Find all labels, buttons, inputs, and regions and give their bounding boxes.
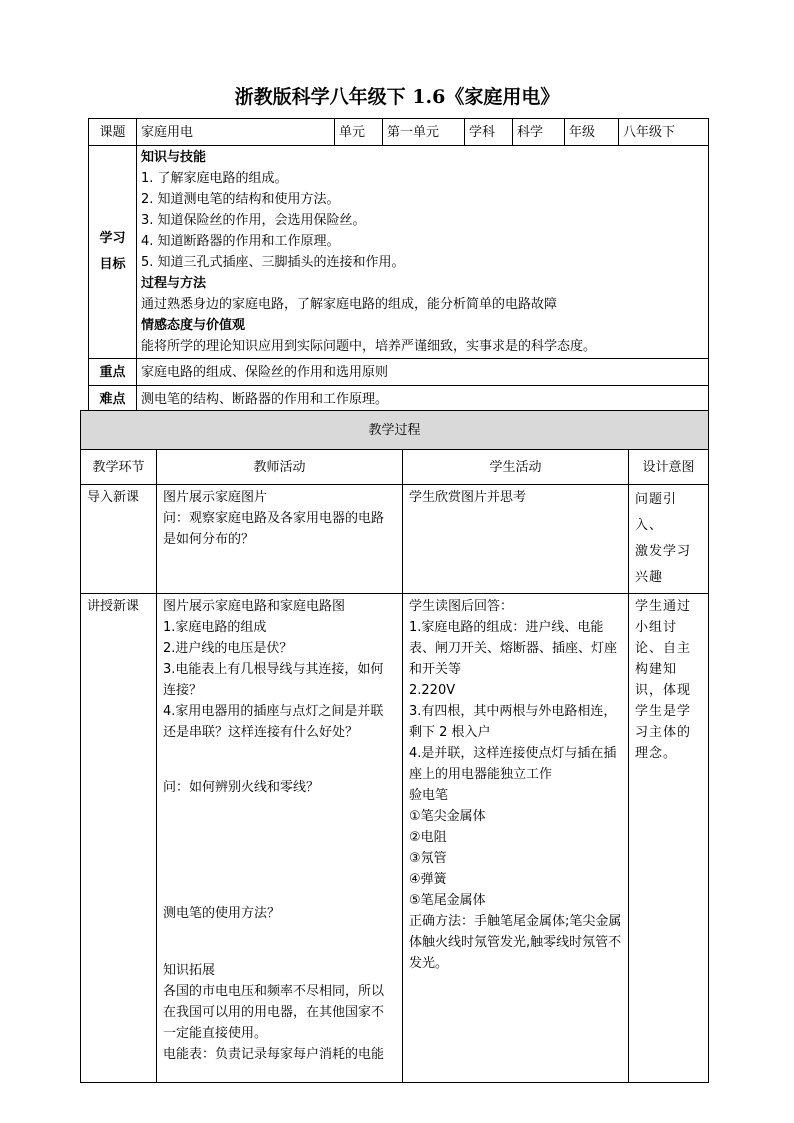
teacher-text: 图片展示家庭图片 xyxy=(163,490,268,505)
objectives-label-1: 学习 xyxy=(99,231,126,246)
student-text: ③氖管 xyxy=(409,851,447,866)
page-title: 浙教版科学八年级下 1.6《家庭用电》 xyxy=(234,86,560,108)
design-text: 兴趣 xyxy=(635,570,664,585)
student-text: ④弹簧 xyxy=(409,872,447,887)
student-cell xyxy=(403,485,629,594)
teacher-text: 电能表：负责记录每家每户消耗的电能 xyxy=(163,1047,385,1062)
header-design: 设计意图 xyxy=(629,450,709,485)
objectives-label-2: 目标 xyxy=(99,257,126,272)
teaching-process-table xyxy=(80,410,709,1083)
difficulty-text: 测电笔的结构、断路器的作用和工作原理。 xyxy=(137,386,709,413)
header-row xyxy=(81,450,709,485)
teacher-text: 各国的市电电压和频率不尽相同，所以在我国可以用的用电器，在其他国家不一定能直接使用。 xyxy=(163,984,385,1041)
objective-item: 5. 知道三孔式插座、三脚插头的连接和作用。 xyxy=(141,255,405,270)
student-cell xyxy=(403,594,629,1083)
design-text: 激发学习 xyxy=(635,544,692,559)
grade-label: 年级 xyxy=(565,119,619,146)
topic-label: 课题 xyxy=(89,119,137,146)
section-title: 教学过程 xyxy=(81,411,709,450)
student-text: ②电阻 xyxy=(409,830,447,845)
student-text: 正确方法：手触笔尾金属体;笔尖金属体触火线时氖管发光,触零线时氖管不发光。 xyxy=(409,914,622,971)
teacher-text: 测电笔的使用方法？ xyxy=(163,906,281,921)
design-cell: 学生通过小组讨论、自主构建知识，体现学生是学习主体的理念。 xyxy=(629,594,709,1083)
teacher-text: 图片展示家庭电路和家庭电路图 xyxy=(163,599,346,614)
teacher-text: 2.进户线的电压是伏？ xyxy=(163,641,293,656)
stage-cell: 导入新课 xyxy=(81,485,157,594)
student-text: 4.是并联，这样连接使点灯与插在插座上的用电器能独立工作 xyxy=(409,746,617,782)
teacher-text: 1.家庭电路的组成 xyxy=(163,620,267,635)
attitude-text: 能将所学的理论知识应用到实际问题中，培养严谨细致，实事求是的科学态度。 xyxy=(141,339,597,354)
objective-item: 1. 了解家庭电路的组成。 xyxy=(141,171,288,186)
key-point-row xyxy=(89,359,709,386)
process-heading: 过程与方法 xyxy=(141,276,207,291)
header-teacher: 教师活动 xyxy=(157,450,403,485)
knowledge-heading: 知识与技能 xyxy=(141,150,207,165)
subject-value: 科学 xyxy=(513,119,565,146)
student-text: 1.家庭电路的组成：进户线、电能表、闸刀开关、熔断器、插座、灯座和开关等 xyxy=(409,620,618,677)
student-text: 验电笔 xyxy=(409,788,449,803)
student-text: ⑤笔尾金属体 xyxy=(409,893,486,908)
design-cell xyxy=(629,485,709,594)
info-row xyxy=(89,119,709,146)
difficulty-label: 难点 xyxy=(89,386,137,413)
student-text: ①笔尖金属体 xyxy=(409,809,486,824)
unit-label: 单元 xyxy=(335,119,383,146)
objectives-row xyxy=(89,146,709,359)
objective-item: 3. 知道保险丝的作用，会选用保险丝。 xyxy=(141,213,366,228)
objective-item: 4. 知道断路器的作用和工作原理。 xyxy=(141,234,340,249)
topic-value: 家庭用电 xyxy=(137,119,335,146)
grade-value: 八年级下 xyxy=(619,119,709,146)
process-text: 通过熟悉身边的家庭电路，了解家庭电路的组成，能分析简单的电路故障 xyxy=(141,297,558,312)
teacher-text: 知识拓展 xyxy=(163,963,216,978)
key-point-label: 重点 xyxy=(89,359,137,386)
student-text: 3.有四根，其中两根与外电路相连，剩下 2 根入户 xyxy=(409,704,617,740)
table-row xyxy=(81,594,709,1083)
teacher-text: 问：观察家庭电路及各家用电器的电路是如何分布的？ xyxy=(163,511,385,547)
teacher-cell xyxy=(157,485,403,594)
header-stage: 教学环节 xyxy=(81,450,157,485)
table-row xyxy=(81,485,709,594)
attitude-heading: 情感态度与价值观 xyxy=(141,318,246,333)
key-point-text: 家庭电路的组成、保险丝的作用和选用原则 xyxy=(137,359,709,386)
teacher-text: 问：如何辨别火线和零线？ xyxy=(163,780,320,795)
objective-item: 2. 知道测电笔的结构和使用方法。 xyxy=(141,192,340,207)
unit-value: 第一单元 xyxy=(383,119,465,146)
teacher-text: 3.电能表上有几根导线与其连接，如何连接？ xyxy=(163,662,384,698)
header-student: 学生活动 xyxy=(403,450,629,485)
subject-label: 学科 xyxy=(465,119,513,146)
lesson-info-table xyxy=(88,118,709,413)
student-text: 2.220V xyxy=(409,683,456,698)
teacher-text: 4.家用电器用的插座与点灯之间是并联还是串联？这样连接有什么好处？ xyxy=(163,704,384,740)
teacher-cell xyxy=(157,594,403,1083)
stage-cell: 讲授新课 xyxy=(81,594,157,1083)
design-text: 问题引入、 xyxy=(635,492,678,533)
student-text: 学生读图后回答： xyxy=(409,599,514,614)
student-text: 学生欣赏图片并思考 xyxy=(409,490,527,505)
difficulty-row xyxy=(89,386,709,413)
